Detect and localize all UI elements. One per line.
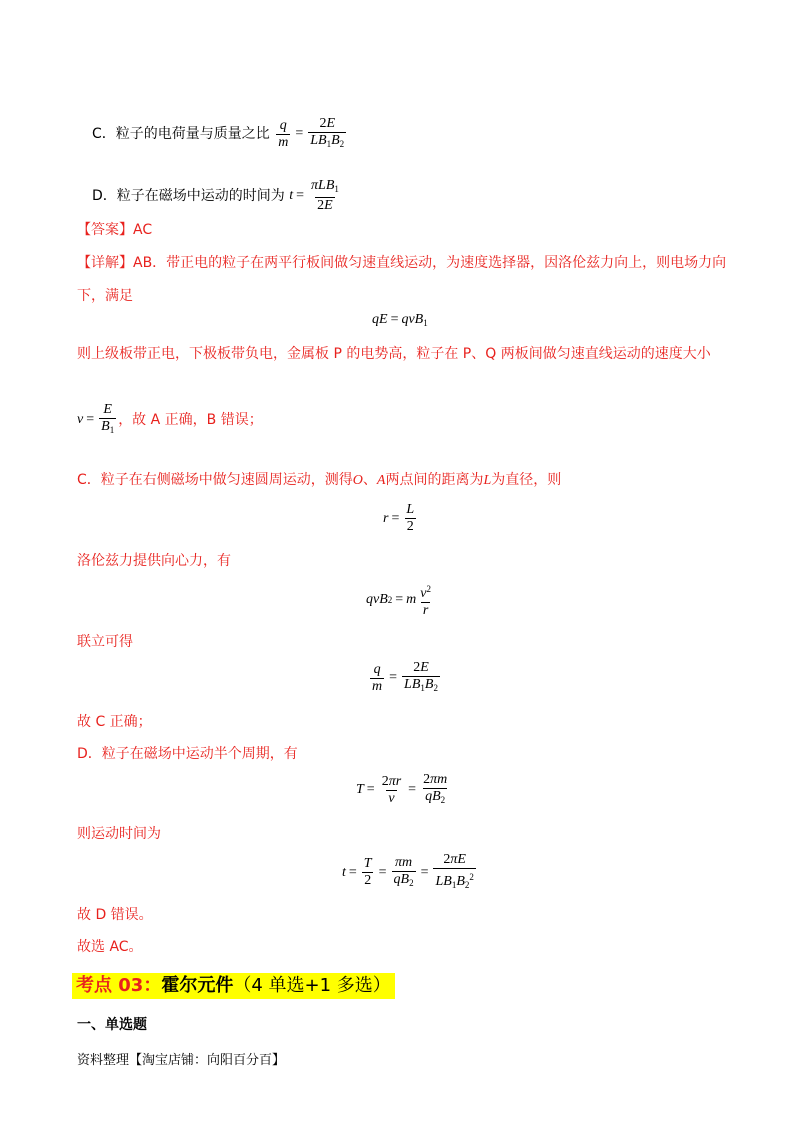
point-o: O <box>352 473 363 488</box>
heading-suffix: （4 单选+1 多选） <box>233 975 391 996</box>
symbol-l: L <box>483 473 492 488</box>
formula-ratio-result: $\frac{q}{m}$ = $\frac{2E}{LB_1B_2}$ <box>368 660 442 696</box>
formula-radius: r = $\frac{L}{2}$ <box>383 502 415 534</box>
detail-intro-line2: 下，满足 <box>77 288 133 304</box>
heading-prefix: 考点 03： <box>76 975 162 996</box>
choose-line: 故选 AC。 <box>77 939 143 955</box>
detail-line3: 则上级板带正电，下极板带负电，金属板 P 的电势高，粒子在 P、Q 两板间做匀速直线运动的速度大小 <box>77 346 711 362</box>
formula-time-result: t = $\frac{T}{2}$ = $\frac{\pi m}{qB_2}$ = $\frac{2\pi E}{LB_1B_2^2}$ <box>342 852 478 893</box>
formula-period: T = $\frac{2\pi r}{v}$ = $\frac{2\pi m}{qB_2}$ <box>356 772 451 808</box>
c-suffix: 为直径，则 <box>491 472 562 488</box>
formula-time: t = $\frac{\pi LB_1}{2E}$ <box>289 178 339 213</box>
d-intro-line: D．粒子在磁场中运动半个周期，有 <box>77 746 298 762</box>
formula-force-balance: qE = qvB$_1$ <box>372 312 428 328</box>
c-correct-line: 故 C 正确； <box>77 714 152 730</box>
option-c <box>92 116 348 152</box>
lorentz-line: 洛伦兹力提供向心力，有 <box>77 553 231 569</box>
option-d-label: D．粒子在磁场中运动的时间为 <box>92 188 285 204</box>
footer-text: 资料整理【淘宝店铺：向阳百分百】 <box>77 1053 286 1068</box>
d-wrong-line: 故 D 错误。 <box>77 907 153 923</box>
time-intro-line: 则运动时间为 <box>77 826 161 842</box>
point-a: A <box>376 473 386 488</box>
option-d <box>92 178 343 214</box>
heading-main: 霍尔元件 <box>161 975 234 996</box>
c-mid: 两点间的距离为 <box>385 472 484 488</box>
answer-label: 【答案】AC <box>77 222 153 238</box>
c-sep: 、 <box>362 472 377 488</box>
formula-velocity: v = $\frac{E}{B_1}$ <box>77 402 118 438</box>
formula-charge-mass-ratio: $\frac{q}{m}$ = $\frac{2E}{LB_1B_2}$ <box>274 116 348 152</box>
detail-intro-line1: 【详解】AB．带正电的粒子在两平行板间做匀速直线运动，为速度选择器，因洛伦兹力向上，则电场力向 <box>77 255 727 271</box>
option-c-label: C．粒子的电荷量与质量之比 <box>92 126 270 142</box>
v-conclusion: ，故 A 正确，B 错误； <box>118 412 263 428</box>
v-line <box>77 402 263 438</box>
detail-c-line <box>77 470 561 491</box>
formula-centripetal: qvB 2 = m $\frac{v^2}{r}$ <box>366 584 432 618</box>
section-heading <box>72 973 395 999</box>
sub-heading: 一、单选题 <box>77 1017 147 1033</box>
c-prefix: C．粒子在右侧磁场中做匀速圆周运动，测得 <box>77 472 353 488</box>
combine-line: 联立可得 <box>77 634 133 650</box>
